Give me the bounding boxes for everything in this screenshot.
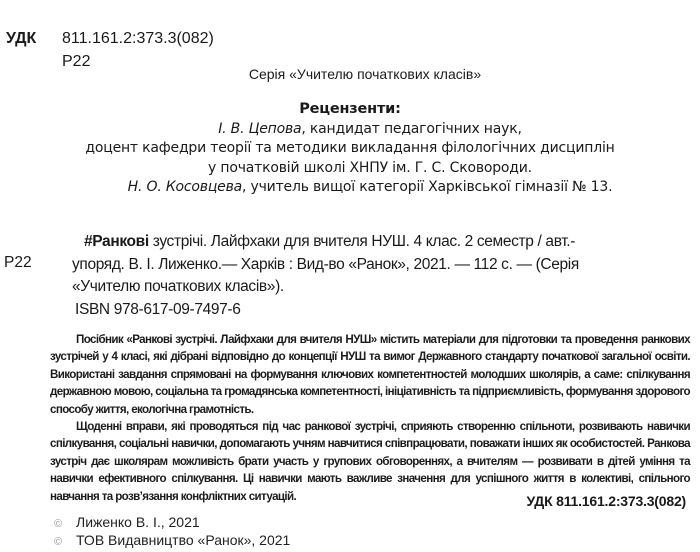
copyright-line <box>54 514 200 530</box>
copyright-text: Лиженко В. І., 2021 <box>76 514 200 530</box>
reviewer-name: І. В. Цепова <box>218 120 302 137</box>
book-title-bold: #Ранкові <box>84 233 149 250</box>
bibliographic-description <box>72 231 692 321</box>
udk-code: 811.161.2:373.3(082) <box>62 30 214 47</box>
series-title: Серія «Учителю початкових класів» <box>248 66 482 82</box>
annotation-paragraph: Посібник «Ранкові зустрічі. Лайфхаки для вчителя НУШ» містить матеріали для підготовки та проведення ранкових зустрічей у 4 класі, які дібрані відповідно до концепції НУШ та вимог Державного стандарту початкової загальної освіти. Використані завдання спрямовані на формування ключових компетентностей молодших школярів, а саме: спілкування державною мовою, соціальна та громадянська компетентності, ініціативність та підприємливість, формування здорового способу життя, екологічна грамотність. <box>50 333 690 416</box>
reviewer-line <box>0 178 700 198</box>
copyright-icon: © <box>54 518 63 530</box>
udk-label: УДК <box>6 30 37 47</box>
bib-line-1 <box>72 231 692 254</box>
reviewer-line <box>0 159 700 179</box>
reviewer-line <box>0 139 700 159</box>
reviewers-block <box>0 100 700 198</box>
reviewer-text: у початковій школі ХНПУ ім. Г. С. Сковороди. <box>208 159 532 176</box>
author-mark: Р22 <box>62 53 91 70</box>
copyright-icon: © <box>54 536 63 548</box>
reviewers-title: Рецензенти: <box>299 101 401 117</box>
reviewer-text: , кандидат педагогічних наук, <box>301 120 522 137</box>
bib-author-mark: Р22 <box>4 254 32 271</box>
bib-line-2: упоряд. В. І. Лиженко.— Харків : Вид-во «Ранок», 2021. — 112 с. — (Серія <box>72 255 579 273</box>
reviewer-text: доцент кафедри теорії та методики викладання філологічних дисциплін <box>85 140 615 156</box>
bib-line-3: «Учителю початкових класів»). <box>72 278 284 295</box>
reviewer-line <box>0 120 700 140</box>
copyright-text: ТОВ Видавництво «Ранок», 2021 <box>76 532 291 548</box>
copyright-line <box>54 532 290 548</box>
bib-line-1-text: зустрічі. Лайфхаки для вчителя НУШ. 4 клас. 2 семестр / авт.- <box>148 233 576 250</box>
udk-full: УДК 811.161.2:373.3(082) <box>526 493 686 509</box>
isbn: ISBN 978-617-09-7497-6 <box>75 300 241 318</box>
reviewer-name: Н. О. Косовцева <box>127 179 243 195</box>
reviewer-text: , учитель вищої категорії Харківської гімназії № 13. <box>242 179 613 195</box>
annotation <box>50 331 690 505</box>
annotation-paragraph: Щоденні вправи, які проводяться під час ранкової зустрічі, сприяють створенню спільноти, розвивають навички спілкування, соціальні навички, допомагають учням навчитися співпрацювати, поважати інших як особистостей. Ранкова зустріч дає школярам можливість брати участь у групових обговореннях, а вчителям — розвивати в дітей уміння та навички ефективного спілкування. Ці навички мають важливе значення для успішного життя в колективі, спільного навчання та розв’язання конфліктних ситуацій. <box>50 420 690 503</box>
